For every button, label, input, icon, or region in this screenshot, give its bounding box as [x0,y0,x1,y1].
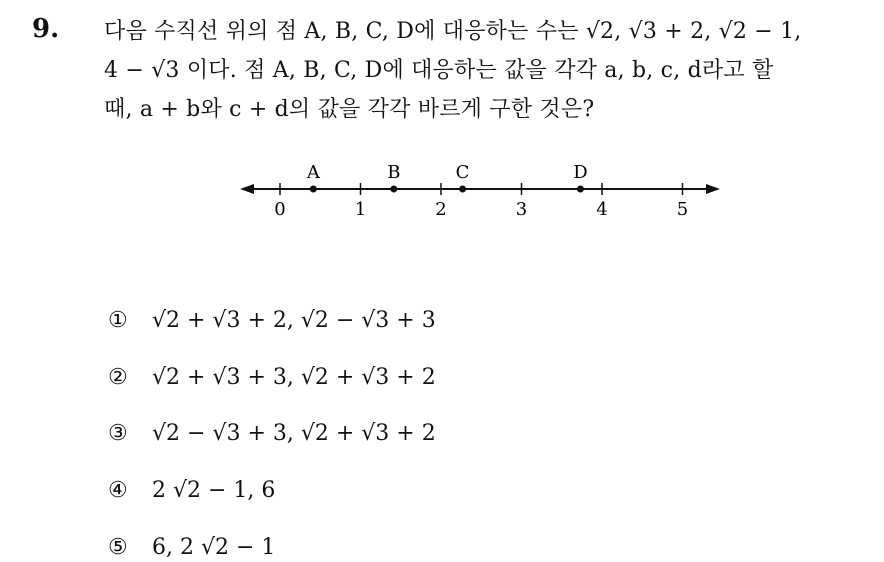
choice-3[interactable] [108,421,436,446]
tick-label: 2 [435,199,447,220]
tick-label: 0 [274,199,286,220]
choice-mark: ② [108,365,128,390]
choice-1[interactable] [108,308,436,333]
choice-5[interactable] [108,535,275,560]
point-label: C [455,162,470,183]
choice-4[interactable] [108,478,275,503]
choice-mark: ④ [108,478,128,503]
question-number: 9. [32,14,60,44]
choice-mark: ③ [108,421,128,446]
choice-text: 6, 2 √2 − 1 [152,535,276,560]
left-arrow-head [240,184,254,194]
tick-label: 4 [596,199,608,220]
number-line [0,0,884,240]
point-label: A [306,162,320,183]
point-label: D [573,162,588,183]
tick-label: 1 [354,199,367,220]
choice-text: 2 √2 − 1, 6 [152,478,276,503]
choice-text: √2 + √3 + 2, √2 − √3 + 3 [152,308,436,333]
choice-mark: ① [108,308,128,333]
choice-text: √2 + √3 + 3, √2 + √3 + 2 [152,365,436,390]
choice-text: √2 − √3 + 3, √2 + √3 + 2 [152,421,436,446]
right-arrow-head [706,184,720,194]
point-marker [577,186,584,193]
choice-mark: ⑤ [108,535,128,560]
tick-label: 5 [676,199,689,220]
point-label: B [387,162,401,183]
point-marker [459,186,466,193]
choice-2[interactable] [108,365,436,390]
question-text-line-3: 때, a + b와 c + d의 값을 각각 바르게 구한 것은? [104,97,595,122]
question-text-line-1: 다음 수직선 위의 점 A, B, C, D에 대응하는 수는 √2, √3 + 2, √2 − 1, [104,19,802,44]
point-marker [390,186,397,193]
point-marker [310,186,317,193]
tick-label: 3 [515,199,528,220]
question-text-line-2: 4 − √3 이다. 점 A, B, C, D에 대응하는 값을 각각 a, b, c, d라고 할 [104,58,774,83]
